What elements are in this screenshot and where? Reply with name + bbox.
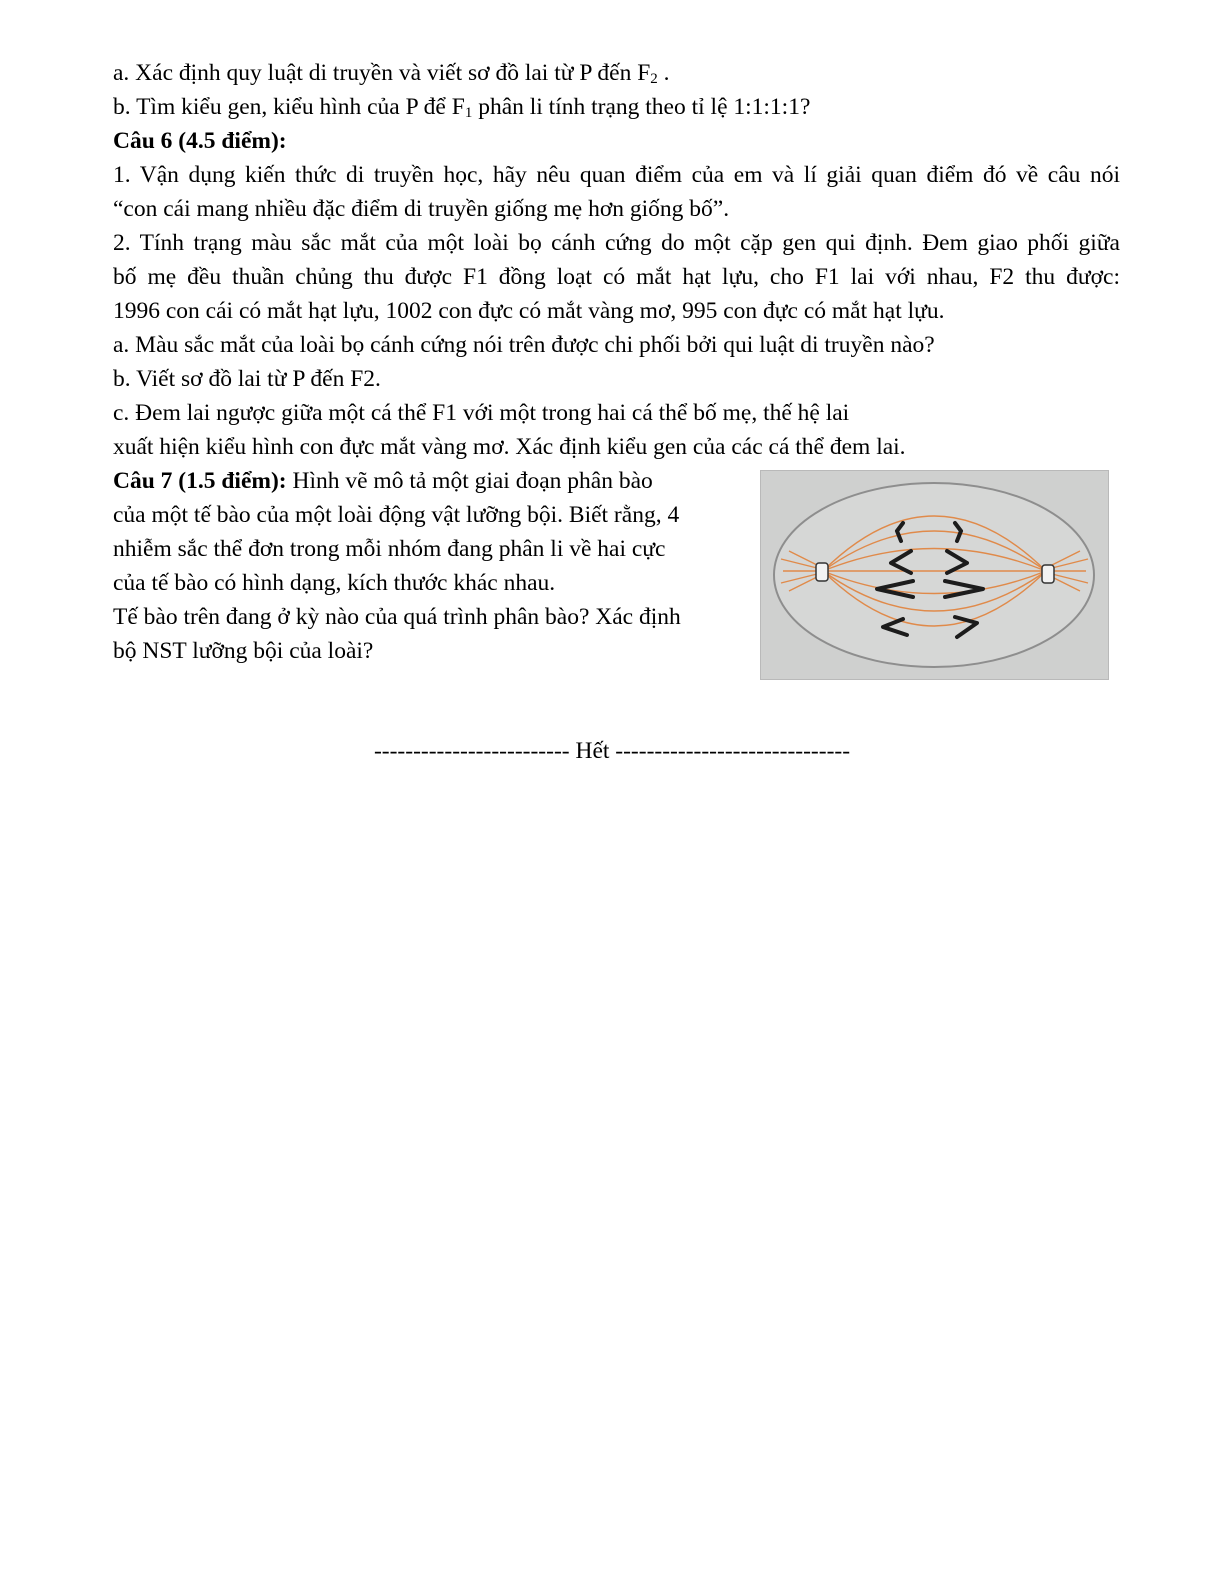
question-6-2-line1: 2. Tính trạng màu sắc mắt của một loài bọ cánh cứng do một cặp gen qui định. Đem giao phối giữa [113, 230, 1120, 256]
question-6-2b: b. Viết sơ đồ lai từ P đến F2. [113, 366, 381, 392]
question-7-line6: bộ NST lưỡng bội của loài? [113, 638, 374, 664]
question-6-heading: Câu 6 (4.5 điểm): [113, 128, 287, 154]
question-6-2-line3: 1996 con cái có mắt hạt lựu, 1002 con đực có mắt vàng mơ, 995 con đực có mắt hạt lựu. [113, 298, 945, 324]
question-6-1-line2: “con cái mang nhiều đặc điểm di truyền giống mẹ hơn giống bố”. [113, 196, 730, 222]
question-6-1-line1: 1. Vận dụng kiến thức di truyền học, hãy nêu quan điểm của em và lí giải quan điểm đó về câu nói [113, 162, 1120, 188]
question-7-line4: của tế bào có hình dạng, kích thước khác nhau. [113, 570, 556, 596]
question-7-text: Hình vẽ mô tả một giai đoạn phân bào [286, 468, 653, 494]
question-6-2-line2: bố mẹ đều thuần chủng thu được F1 đồng loạt có mắt hạt lựu, cho F1 lai với nhau, F2 thu được: [113, 264, 1120, 290]
question-7-heading: Câu 7 (1.5 điểm): [113, 468, 287, 494]
centriole-left [816, 563, 828, 581]
cell-division-anaphase-icon [761, 471, 1108, 679]
centriole-right [1042, 565, 1054, 583]
question-7-line5: Tế bào trên đang ở kỳ nào của quá trình phân bào? Xác định [113, 604, 681, 630]
subscript: 2 [650, 71, 658, 87]
question-5b-tail: phân li tính trạng theo tỉ lệ 1:1:1:1? [472, 94, 811, 120]
question-5a-text: a. Xác định quy luật di truyền và viết sơ đồ lai từ P đến F [113, 60, 651, 86]
question-7-line3: nhiễm sắc thể đơn trong mỗi nhóm đang phân li về hai cực [113, 536, 666, 562]
question-5a [113, 58, 670, 88]
question-6-2a: a. Màu sắc mắt của loài bọ cánh cứng nói trên được chi phối bởi qui luật di truyền nào? [113, 332, 935, 358]
question-6-2c-line2: xuất hiện kiểu hình con đực mắt vàng mơ. Xác định kiểu gen của các cá thể đem lai. [113, 434, 906, 460]
question-6-2c-line1: c. Đem lai ngược giữa một cá thể F1 với một trong hai cá thể bố mẹ, thế hệ lai [113, 400, 850, 426]
question-5a-tail: . [657, 60, 670, 86]
end-marker: ------------------------- Hết ------------------------------ [373, 738, 851, 764]
cell-division-figure [760, 470, 1109, 680]
question-5b-text: b. Tìm kiểu gen, kiểu hình của P để F [113, 94, 465, 120]
question-7-line1 [113, 466, 653, 496]
subscript: 1 [464, 105, 473, 121]
question-7-line2: của một tế bào của một loài động vật lưỡng bội. Biết rằng, 4 [113, 502, 680, 528]
question-5b [113, 92, 810, 122]
